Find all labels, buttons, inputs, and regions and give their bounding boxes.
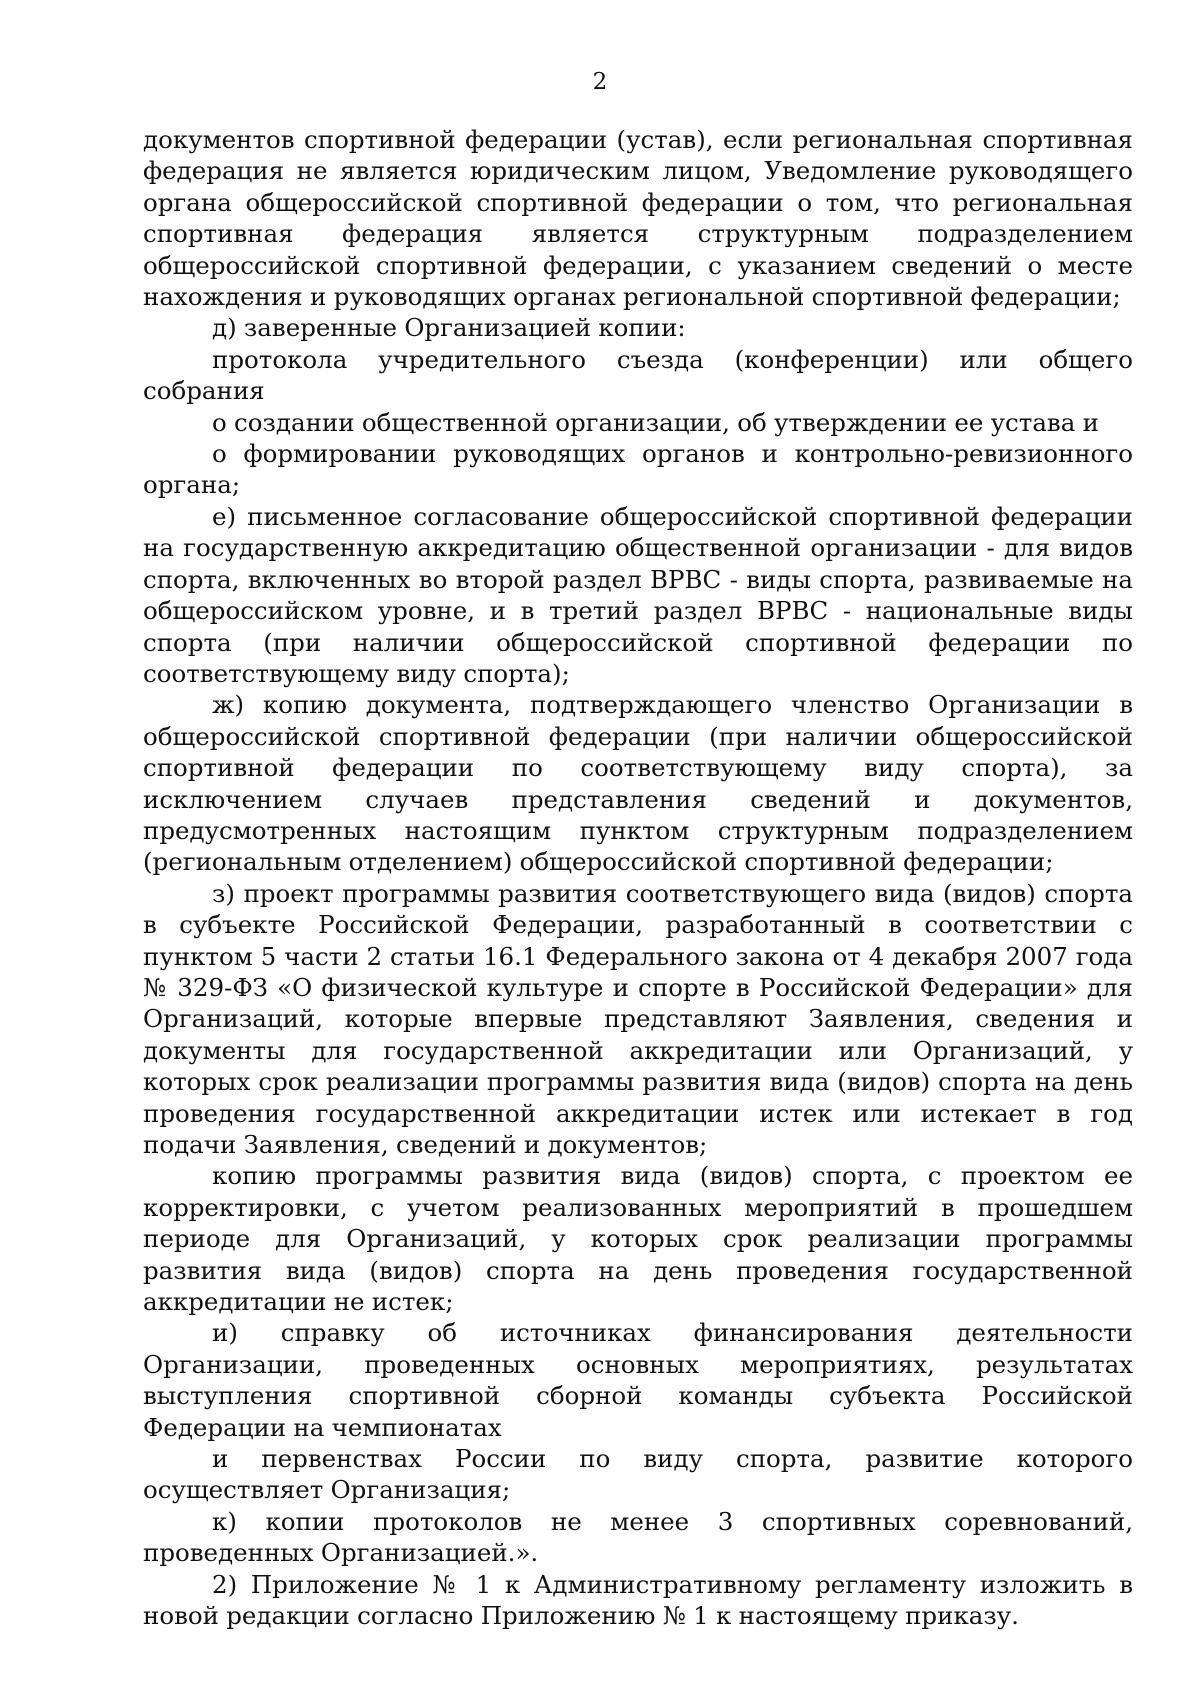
page-number: 2 [592,69,608,95]
paragraph-item-k: к) копии протоколов не менее 3 спортивных соревнований, проведенных Организацией.». [143,1506,1133,1568]
paragraph-continuation: документов спортивной федерации (устав), если региональная спортивная федерация не является юридическим лицом, Уведомление руководящего органа общероссийской спортивной федерации о том, что региональная спортивная федерация является структурным подразделением общероссийской спортивной федерации, с указанием сведений о месте нахождения и руководящих органах региональной спортивной федерации; [143,125,1133,312]
paragraph-item-z: з) проект программы развития соответствующего вида (видов) спорта в субъекте Российской Федерации, разработанный в соответствии с пунктом 5 части 2 статьи 16.1 Федерального закона от 4 декабря 2007 года № 329-ФЗ «О физической культуре и спорте в Российской Федерации» для Организаций, которые впервые представляют Заявления, сведения и документы для государственной аккредитации или Организаций, у которых срок реализации программы развития вида (видов) спорта на день проведения государственной аккредитации истек или истекает в год подачи Заявления, сведений и документов; [143,878,1133,1159]
paragraph-item-2: 2) Приложение № 1 к Административному регламенту изложить в новой редакции согласно Приложению № 1 к настоящему приказу. [143,1569,1133,1631]
paragraph-item-zh: ж) копию документа, подтверждающего членство Организации в общероссийской спортивной федерации (при наличии общероссийской спортивной федерации по соответствующему виду спорта), за исключением случаев представления сведений и документов, предусмотренных настоящим пунктом структурным подразделением (региональным отделением) общероссийской спортивной федерации; [143,690,1133,877]
paragraph-protocol: протокола учредительного съезда (конференции) или общего собрания [143,344,1133,406]
paragraph-item-e: е) письменное согласование общероссийской спортивной федерации на государственную аккредитацию общественной организации - для видов спорта, включенных во второй раздел ВРВС - виды спорта, развиваемые на общероссийском уровне, и в третий раздел ВРВС - национальные виды спорта (при наличии общероссийской спортивной федерации по соответствующему виду спорта); [143,501,1133,688]
paragraph-program-copy: копию программы развития вида (видов) спорта, с проектом ее корректировки, с учетом реализованных мероприятий в прошедшем периоде для Организаций, у которых срок реализации программы развития вида (видов) спорта на день проведения государственной аккредитации не истек; [143,1161,1133,1317]
document-body [143,124,1133,1632]
paragraph-item-d: д) заверенные Организацией копии: [212,313,686,343]
paragraph-creation: о создании общественной организации, об утверждении ее устава и [212,407,1099,437]
paragraph-item-i: и) справку об источниках финансирования деятельности Организации, проведенных основных мероприятиях, результатах выступления спортивной сборной команды субъекта Российской Федерации на чемпионатах [143,1318,1133,1442]
paragraph-formation: о формировании руководящих органов и контрольно-ревизионного органа; [143,439,1133,500]
paragraph-item-i-continued: и первенствах России по виду спорта, развитие которого осуществляет Организация; [143,1444,1133,1505]
